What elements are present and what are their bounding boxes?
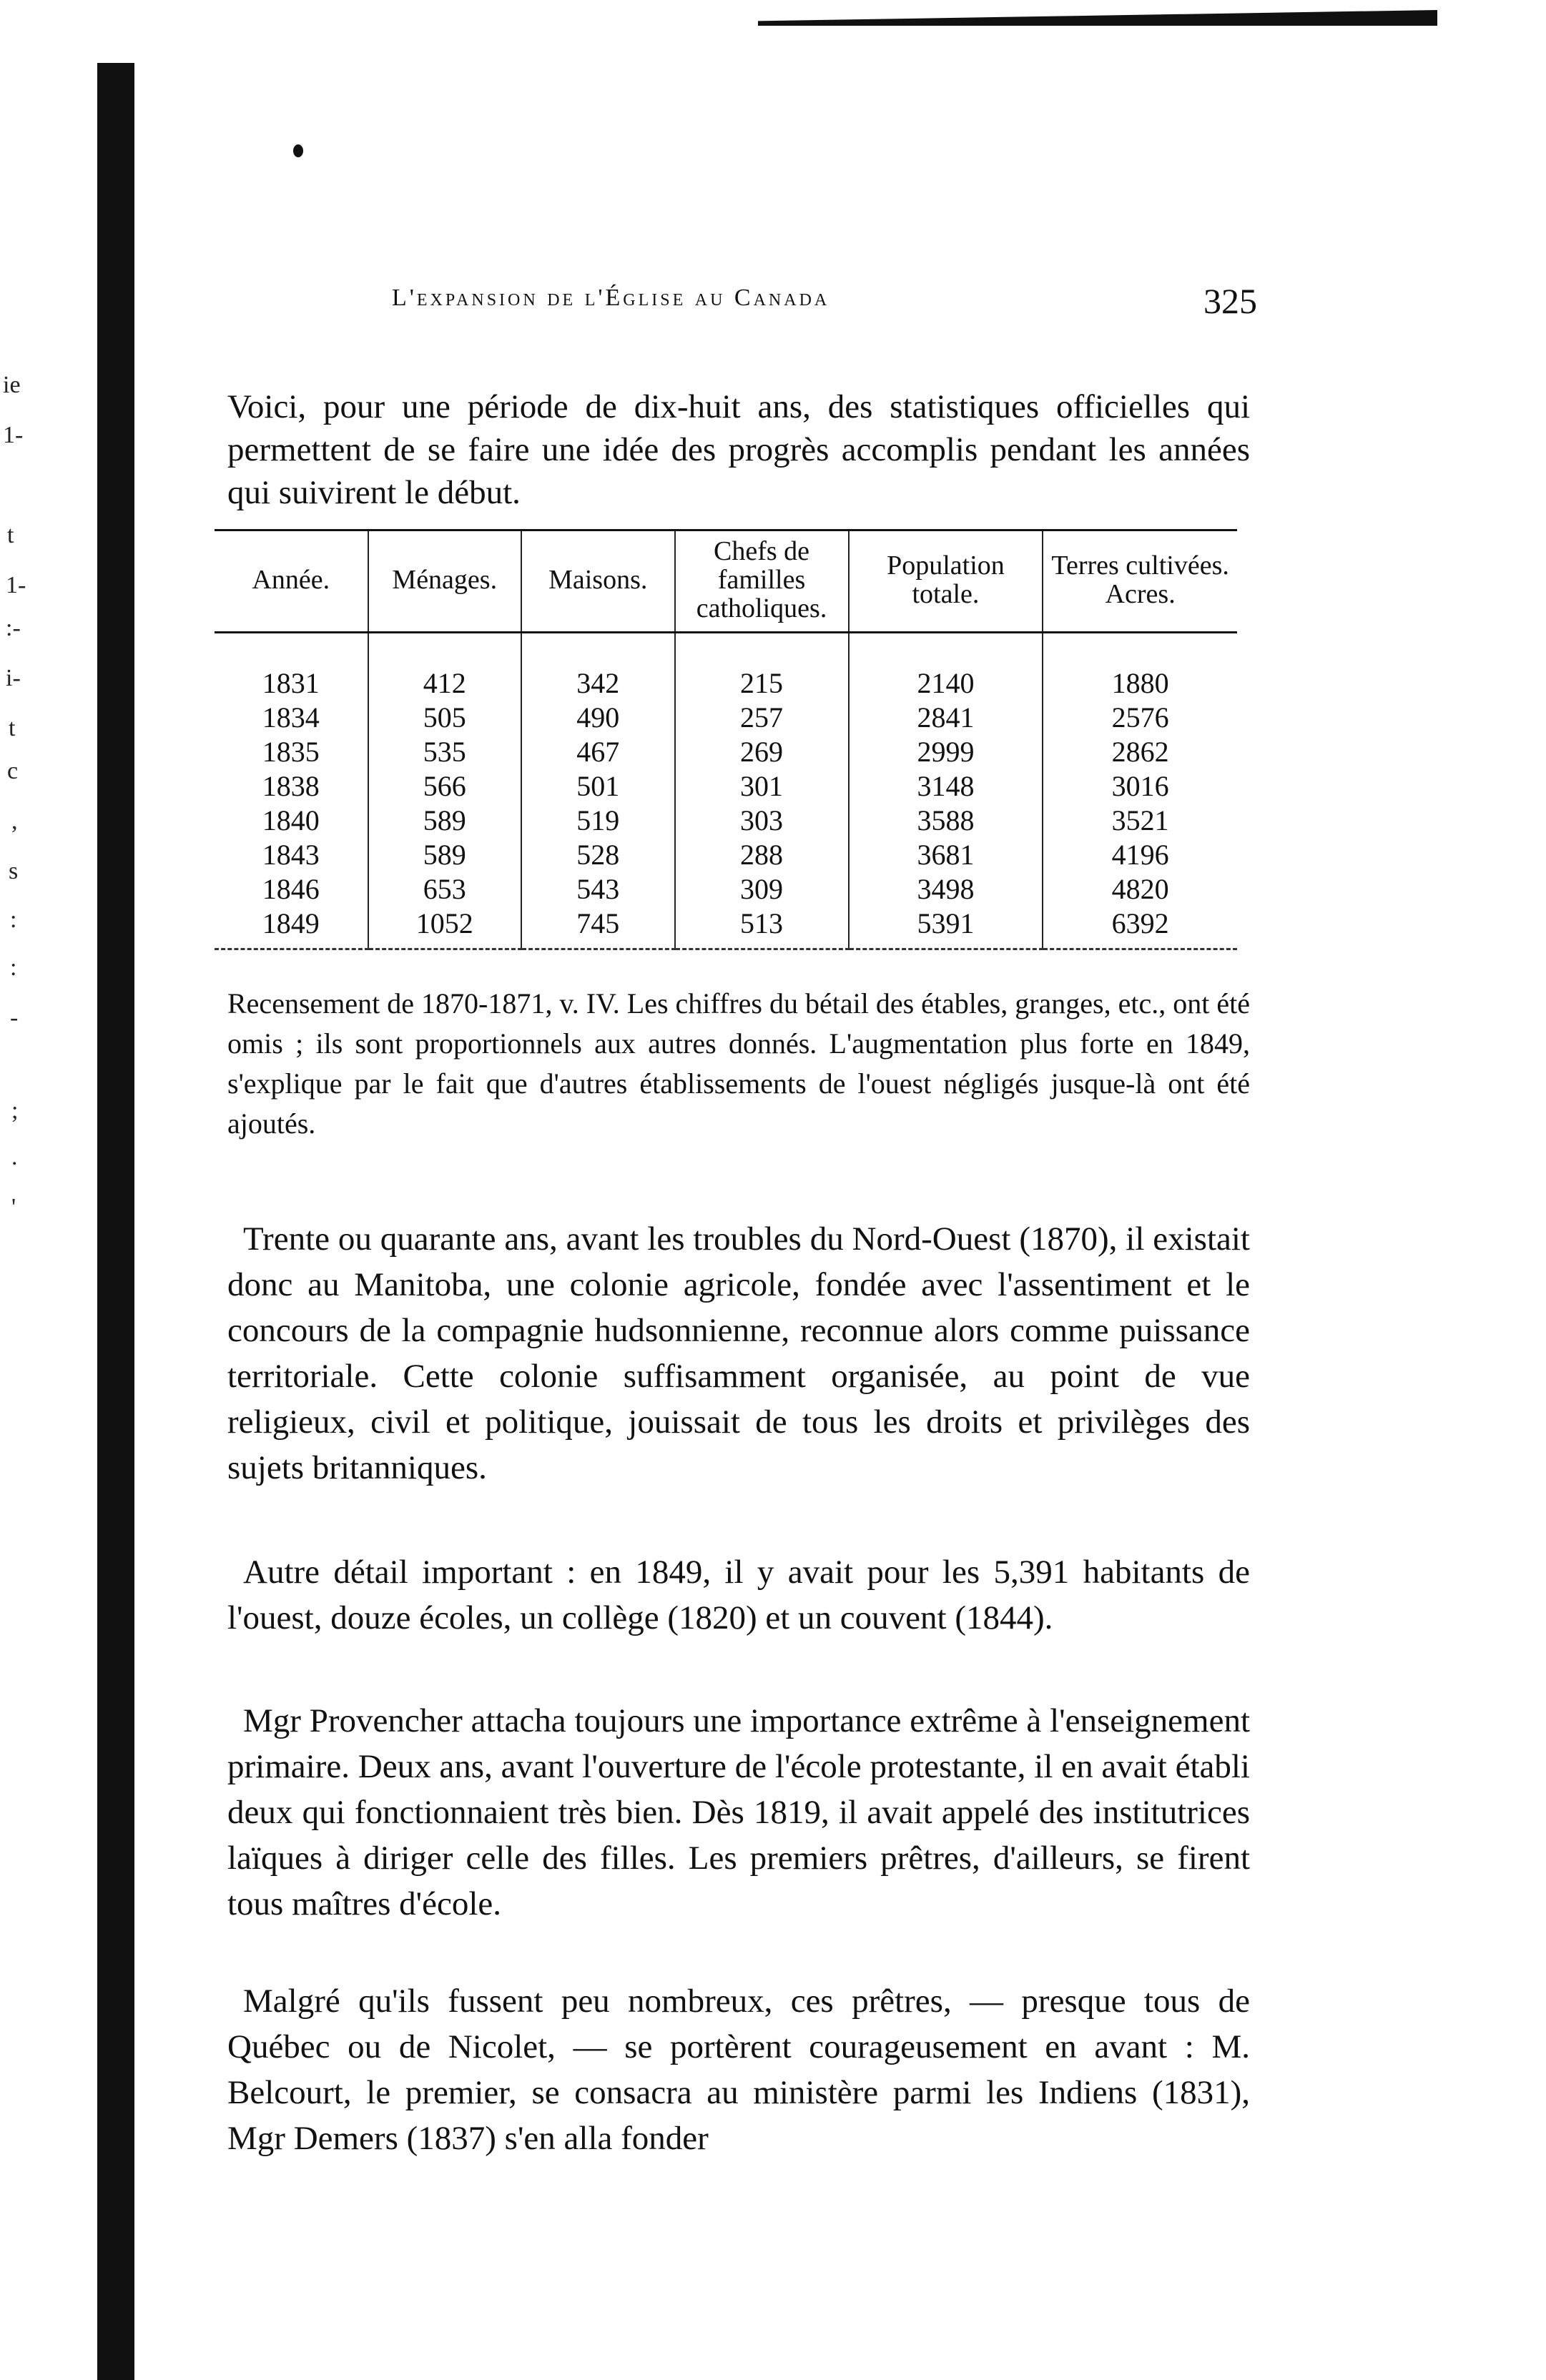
table-cell: 3588 [849, 804, 1043, 838]
table-cell: 301 [675, 769, 849, 804]
body-paragraph: Malgré qu'ils fussent peu nombreux, ces prêtres, — presque tous de Québec ou de Nicolet, — se portèrent courageusement en avant : M. Belcourt, le premier, se consacra au ministère parmi les Indiens (1831), Mgr Demers (1837) s'en alla fonder [227, 1982, 1250, 2157]
margin-fragment: ' [11, 1194, 16, 1220]
top-scan-rule [758, 10, 1437, 26]
table-cell: 2862 [1043, 735, 1237, 769]
column-header-maisons: Maisons. [521, 530, 675, 633]
table-cell: 1834 [262, 701, 320, 734]
table-cell: 566 [368, 769, 522, 804]
margin-fragment: i- [6, 665, 21, 691]
table-cell: 2576 [1043, 701, 1237, 735]
table-cell: 3498 [849, 872, 1043, 907]
table-row [215, 872, 1237, 907]
table-cell: 519 [521, 804, 675, 838]
table-row [215, 804, 1237, 838]
table-cell: 1880 [1043, 633, 1237, 701]
table-row [215, 769, 1237, 804]
table-row [215, 735, 1237, 769]
table-cell: 589 [368, 838, 522, 872]
page-header [392, 281, 1257, 327]
margin-fragment: t [9, 715, 16, 741]
margin-fragment: :- [6, 615, 21, 641]
table-cell: 3521 [1043, 804, 1237, 838]
table-cell: 501 [521, 769, 675, 804]
table-cell: 288 [675, 838, 849, 872]
table-cell: 1846 [262, 873, 320, 905]
margin-fragment: ; [11, 1097, 19, 1124]
table-cell: 528 [521, 838, 675, 872]
intro-paragraph: Voici, pour une période de dix-huit ans, des statistiques officielles qui permettent de se faire une idée des progrès accomplis pendant les années qui suivirent le début. [227, 388, 1250, 511]
table-cell: 543 [521, 872, 675, 907]
table-cell: 309 [675, 872, 849, 907]
table-cell: 1831 [262, 667, 320, 699]
table-cell: 490 [521, 701, 675, 735]
table-cell: 342 [521, 633, 675, 701]
column-header-terres: Terres cultivées. Acres. [1043, 530, 1237, 633]
scan-dot [293, 144, 303, 157]
table-cell: 257 [675, 701, 849, 735]
table-cell: 467 [521, 735, 675, 769]
table-cell: 5391 [849, 907, 1043, 949]
table-cell: 745 [521, 907, 675, 949]
table-footnote: Recensement de 1870-1871, v. IV. Les chiffres du bétail des étables, granges, etc., ont été omis ; ils sont proportionnels aux autres donnés. L'augmentation plus forte en 1849, s'explique par le fait que d'autres établissements de l'ouest négligés jusque-là ont été ajoutés. [227, 987, 1250, 1140]
margin-fragment: : [10, 907, 17, 933]
table-cell: 1838 [262, 770, 320, 802]
column-header-menages: Ménages. [368, 530, 522, 633]
table-cell: 6392 [1043, 907, 1237, 949]
margin-fragment: . [11, 1144, 18, 1170]
table-cell: 2999 [849, 735, 1043, 769]
column-header-population: Population totale. [849, 530, 1043, 633]
column-header-annee: Année. [215, 530, 368, 633]
table-cell: 589 [368, 804, 522, 838]
margin-fragment: c [7, 758, 19, 784]
body-paragraph: Autre détail important : en 1849, il y avait pour les 5,391 habitants de l'ouest, douze écoles, un collège (1820) et un couvent (1844). [227, 1554, 1250, 1636]
table-cell: 2140 [849, 633, 1043, 701]
margin-fragment: , [11, 808, 18, 834]
table-cell: 3681 [849, 838, 1043, 872]
table-cell: 3016 [1043, 769, 1237, 804]
margin-fragment: ie [3, 372, 21, 398]
table-cell: 4820 [1043, 872, 1237, 907]
margin-fragment: t [7, 522, 14, 548]
table-cell: 4196 [1043, 838, 1237, 872]
table-cell: 1840 [262, 804, 320, 836]
table-header-row [215, 530, 1237, 633]
body-paragraph: Mgr Provencher attacha toujours une importance extrême à l'enseignement primaire. Deux ans, avant l'ouverture de l'école protestante, il en avait établi deux qui fonctionnaient très bien. Dès 1819, il avait appelé des institutrices laïques à diriger celle des filles. Les premiers prêtres, d'ailleurs, se firent tous maîtres d'école. [227, 1702, 1250, 1922]
table-cell: 653 [368, 872, 522, 907]
table-row [215, 838, 1237, 872]
margin-fragment: : [10, 954, 17, 981]
table-cell: 1835 [262, 736, 320, 768]
running-head: L'expansion de l'Église au Canada [392, 285, 830, 311]
table-cell: 505 [368, 701, 522, 735]
table-cell: 269 [675, 735, 849, 769]
table-cell: 535 [368, 735, 522, 769]
margin-fragment: 1- [3, 422, 24, 448]
table-row [215, 633, 1237, 701]
table-cell: 1052 [368, 907, 522, 949]
column-header-chefs: Chefs de familles catholiques. [675, 530, 849, 633]
table-cell: 303 [675, 804, 849, 838]
margin-fragment: s [9, 858, 19, 884]
table-cell: 412 [368, 633, 522, 701]
body-paragraph: Trente ou quarante ans, avant les troubles du Nord-Ouest (1870), il existait donc au Manitoba, une colonie agricole, fondée avec l'assentiment et le concours de la compagnie hudsonnienne, reconnue alors comme puissance territoriale. Cette colonie suffisamment organisée, au point de vue religieux, civil et politique, jouissait de tous les droits et privilèges des sujets britanniques. [227, 1220, 1250, 1486]
table-cell: 1849 [215, 907, 368, 949]
margin-fragment: - [10, 1004, 19, 1031]
statistics-table [215, 529, 1237, 950]
table-cell: 3148 [849, 769, 1043, 804]
table-cell: 513 [675, 907, 849, 949]
margin-fragment: 1- [6, 572, 26, 598]
page-number: 325 [1203, 281, 1257, 321]
binding-gutter [97, 63, 134, 2380]
table-row [215, 701, 1237, 735]
table-cell: 215 [675, 633, 849, 701]
table-cell: 2841 [849, 701, 1043, 735]
table-row [215, 907, 1237, 949]
table-cell: 1843 [262, 839, 320, 871]
